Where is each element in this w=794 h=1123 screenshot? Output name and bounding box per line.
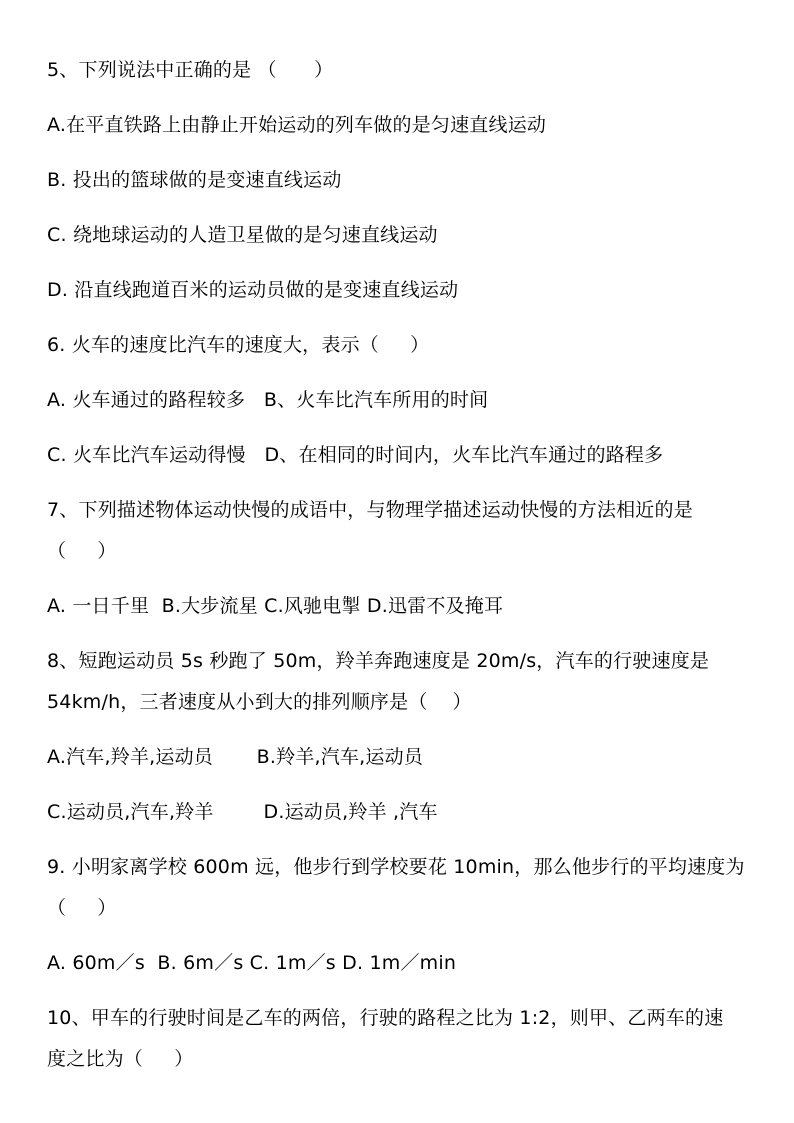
question-6-options-ab: A. 火车通过的路程较多 B、火车比汽车所用的时间 — [47, 389, 489, 411]
question-7-stem-line-1: 7、下列描述物体运动快慢的成语中，与物理学描述运动快慢的方法相近的是 — [47, 499, 693, 521]
question-5-option-c: C. 绕地球运动的人造卫星做的是匀速直线运动 — [47, 224, 438, 246]
question-9-options: A. 60m／s B. 6m／s C. 1m／s D. 1m／min — [47, 952, 457, 974]
question-6-stem: 6. 火车的速度比汽车的速度大，表示（ ） — [47, 334, 430, 356]
question-10-stem-line-2: 度之比为（ ） — [47, 1048, 194, 1070]
question-5-stem: 5、下列说法中正确的是 （ ） — [47, 59, 334, 81]
question-5-option-b: B. 投出的篮球做的是变速直线运动 — [47, 169, 342, 191]
question-8-stem-line-2: 54km/h，三者速度从小到大的排列顺序是（ ） — [47, 691, 472, 713]
question-7-options: A. 一日千里 B.大步流星 C.风驰电掣 D.迅雷不及掩耳 — [47, 595, 504, 617]
question-5-option-d: D. 沿直线跑道百米的运动员做的是变速直线运动 — [47, 279, 459, 301]
question-8-options-cd: C.运动员,汽车,羚羊 D.运动员,羚羊 ,汽车 — [47, 801, 438, 823]
question-7-stem-line-2: （ ） — [47, 540, 117, 562]
question-8-stem-line-1: 8、短跑运动员 5s 秒跑了 50m，羚羊奔跑速度是 20m/s，汽车的行驶速度是 — [47, 650, 710, 672]
question-6-options-cd: C. 火车比汽车运动得慢 D、在相同的时间内，火车比汽车通过的路程多 — [47, 444, 664, 466]
question-10-stem-line-1: 10、甲车的行驶时间是乙车的两倍，行驶的路程之比为 1:2，则甲、乙两车的速 — [47, 1007, 724, 1029]
question-9-stem-line-1: 9. 小明家离学校 600m 远，他步行到学校要花 10min，那么他步行的平均速度为 — [47, 856, 745, 878]
question-5-option-a: A.在平直铁路上由静止开始运动的列车做的是匀速直线运动 — [47, 114, 547, 136]
question-9-stem-line-2: （ ） — [47, 897, 117, 919]
question-8-options-ab: A.汽车,羚羊,运动员 B.羚羊,汽车,运动员 — [47, 746, 424, 768]
